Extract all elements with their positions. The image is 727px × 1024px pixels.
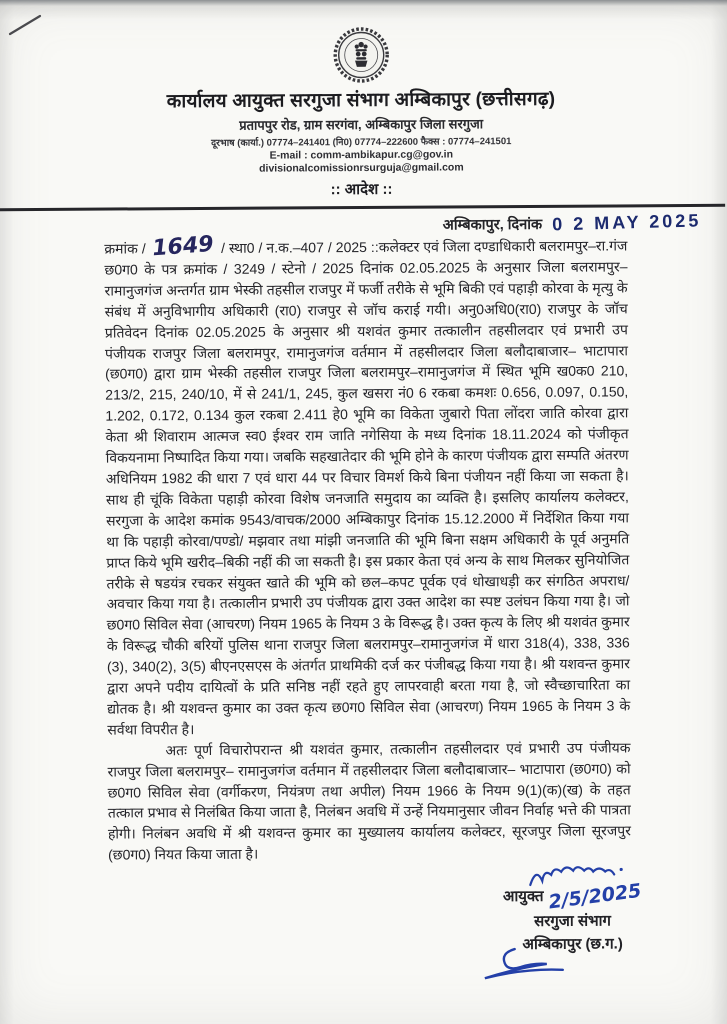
paragraph-1-text: / स्था0 / न.क.–407 / 2025 ::कलेक्टर एवं जिला दण्डाधिकारी बलरामपुर–रा.गंज छ0ग0 के पत्र क्रमांक / 3249 / स्टेनो / 2025 दिनांक 02.05.2025 के अनुसार जिला बलरामपुर–रामानुजगंज अन्तर्गत ग्राम भेस्की तहसील राजपुर में फर्जी तरीके से भूमि बिकी एवं पहाड़ी कोरवा के मृत्यु के संबंध में अनुविभागीय अधिकारी (रा0) राजपुर से जॉच कराई गयी। अनु0अधि0(रा0) राजपुर के जॉच प्रतिवेदन दिनांक 02.05.2025 के अनुसार श्री यशवंत कुमार तत्कालीन तहसीलदार एवं प्रभारी उप पंजीयक राजपुर जिला बलरामपुर, रामानुजगंज वर्तमान में तहसीलदार जिला बलौदाबाजार– भाटापारा (छ0ग0) द्वारा ग्राम भेस्की तहसील राजपुर जिला बलरामपुर–रामानुजगंज में स्थित भूमि ख0क0 210, 213/2, 215, 240/10, में से 241/1, 245, कुल खसरा नं0 6 रकबा कमशः 0.656, 0.097, 0.150, 1.202, 0.172, 0.134 कुल रकबा 2.411 हे0 भूमि का विकेता जुबारो पिता लोंदरा जाति कोरवा द्वारा केता श्री शिवाराम आत्मज स्व0 ईश्वर राम जाति नगेसिया के मध्य दिनांक 18.11.2024 को पंजीकृत विकयनामा निष्पादित किया गया। जबकि सहखातेदार की भूमि होने के कारण पंजीयक द्वारा सम्पति अंतरण अधिनियम 1982 की धारा 7 एवं धारा 44 पर विचार विमर्श किये बिना पंजीयन नहीं किया जा सकता है। साथ ही चूंकि विकेता पहाड़ी कोरवा विशेष जनजाति समुदाय का व्यक्ति है। इसलिए कार्यालय कलेक्टर, सरगुजा के आदेश कमांक 9543/वाचक/2000 अम्बिकापुर दिनांक 15.12.2000 में निर्देशित किया गया था कि पहाड़ी कोरवा/पण्डो/ मझवार तथा मांझी जनजाति की भूमि बिना सक्षम अधिकारी के पूर्व अनुमति प्राप्त किये भूमि खरीद–बिकी नहीं की जा सकती है। इस प्रकार केता एवं अन्य के साथ मिलकर सुनियोजित तरीके से षडयंत्र रचकर संयुक्त खाते की भूमि को छल–कपट पूर्वक एवं धोखाधड़ी कर संगठित अपराध/अवचार किया गया है। तत्कालीन प्रभारी उप पंजीयक द्वारा उक्त आदेश का स्पष्ट उलंघन किया गया है। जो छ0ग0 सिविल सेवा (आचरण) नियम 1965 के नियम 3 के विरूद्ध है। उक्त कृत्य के लिए श्री यशवंत कुमार के विरूद्ध चौकी बरियों पुलिस थाना राजपुर जिला बलरामपुर–रामानुजगंज में धारा 318(4), 338, 336 (3), 340(2), 3(5) बीएनएसएस के अंतर्गत प्राथमिकी दर्ज कर पंजीबद्ध किया गया है। श्री यशवन्त कुमार द्वारा अपने पदीय दायित्वों के प्रति सनिष्ठ नहीं रहते हुए लापरवाही बरता गया है, जो स्वैच्छाचारिता का द्योतक है। श्री यशवन्त कुमार का उक्त कृत्य छ0ग0 सिविल सेवा (आचरण) नियम 1965 के नियम 3 के सर्वथा विपरीत है।: [104, 237, 631, 738]
signatory-title: आयुक्त: [502, 887, 544, 906]
reference-number-handwritten: 1649: [151, 231, 215, 262]
office-phone-line: दूरभाष (कार्या.) 07774–241401 (नि0) 07774–222600 फैक्स : 07774–241501: [211, 136, 512, 149]
order-body: [104, 231, 632, 865]
dateline: [0, 207, 725, 237]
paragraph-1: [104, 231, 631, 740]
signatory-place: अम्बिकापुर (छ.ग.): [522, 935, 623, 954]
office-email-secondary: divisionalcomissionrsurguja@gmail.com: [259, 161, 464, 175]
office-email-primary: E-mail : comm-ambikapur.cg@gov.in: [269, 148, 454, 162]
ashoka-emblem-seal-icon: [332, 26, 390, 84]
reference-prefix: क्रमांक /: [104, 240, 146, 257]
signatory-title-line: [454, 879, 690, 914]
office-address: प्रतापपुर रोड, ग्राम सरगंवा, अम्बिकापुर जिला सरगुजा: [239, 116, 484, 133]
office-title: कार्यालय आयुक्त सरगुजा संभाग अम्बिकापुर (छत्तीसगढ़): [166, 88, 556, 113]
date-stamp: 0 2 MAY 2025: [551, 210, 702, 235]
dateline-label: अम्बिकापुर, दिनांक: [442, 216, 543, 234]
signature-date-handwritten: 2/5/2025: [547, 879, 643, 914]
letterhead: [0, 0, 725, 211]
signature-block: [454, 879, 690, 954]
order-heading: :: आदेश ::: [330, 180, 393, 199]
signatory-division: सरगुजा संभाग: [533, 912, 612, 930]
paragraph-2: अतः पूर्ण विचारोपरान्त श्री यशवंत कुमार, तत्कालीन तहसीलदार एवं प्रभारी उप पंजीयक राजपुर जिला बलरामपुर– रामानुजगंज वर्तमान में तहसीलदार जिला बलौदाबाजार– भाटापारा (छ0ग0) को छ0ग0 सिविल सेवा (वर्गीकरण, नियंत्रण तथा अपील) नियम 1966 के नियम 9(1)(क)(ख) के तहत तत्काल प्रभाव से निलंबित किया जाता है, निलंबन अवधि में उन्हें नियमानुसार जीवन निर्वाह भत्ते की पात्रता होगी। निलंबन अवधि में श्री यशवन्त कुमार का मुख्यालय कार्यालय कलेक्टर, सूरजपुर जिला सूरजपुर (छ0ग0) नियत किया जाता है।: [107, 739, 632, 863]
